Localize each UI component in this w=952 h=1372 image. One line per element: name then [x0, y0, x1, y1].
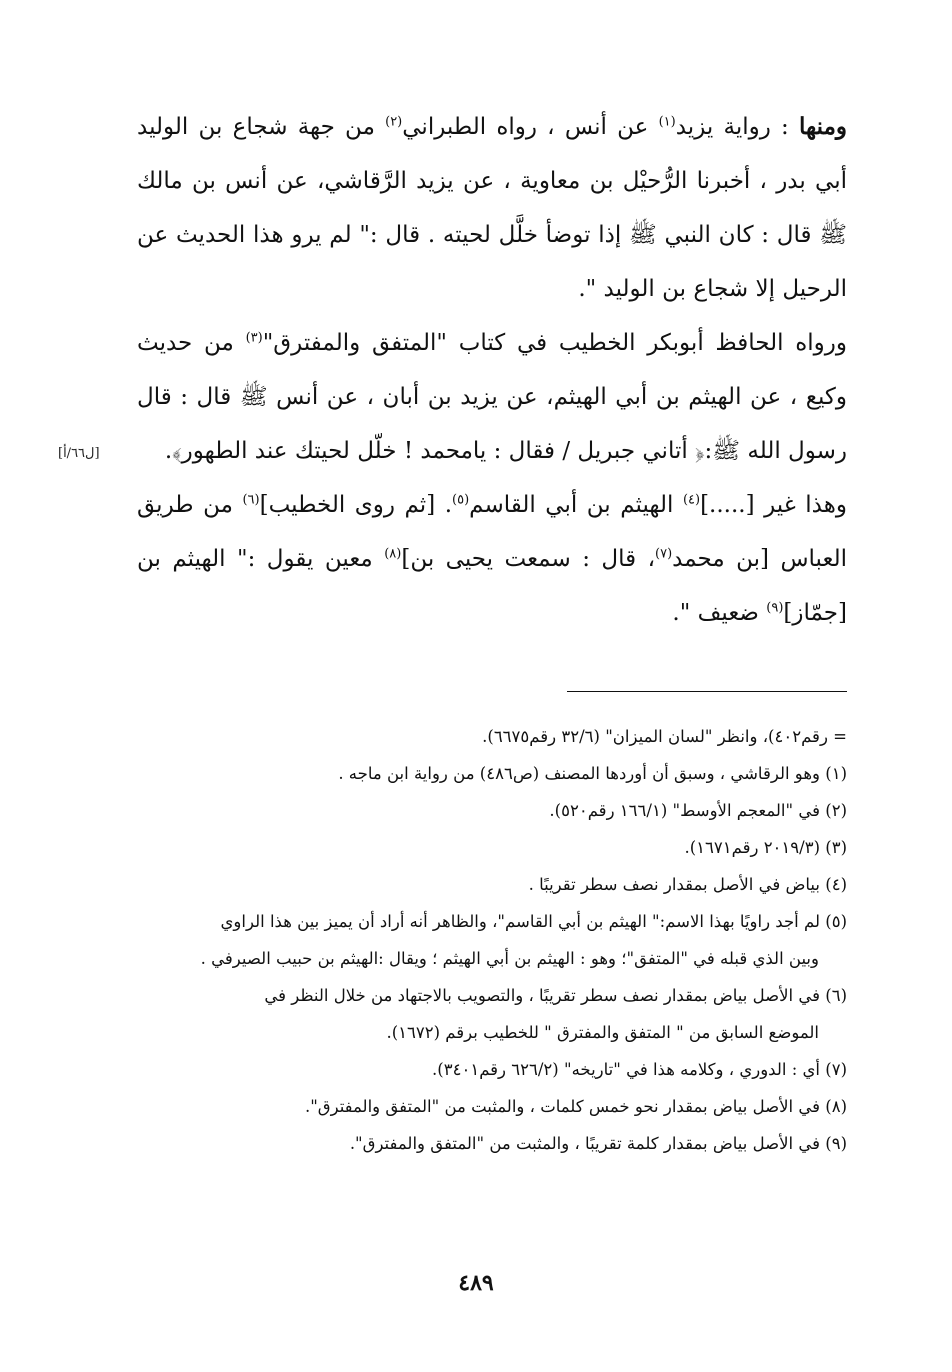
- footnote-divider: [567, 691, 847, 692]
- text-segment: وهذا غير [.....]: [700, 492, 847, 518]
- footnote-8: (٨) في الأصل بياض بمقدار نحو خمس كلمات ، والمثبت من "المتفق والمفترق".: [304, 1097, 847, 1116]
- footnote-3: (٣) (٢٠١٩/٣ رقم١٦٧١).: [684, 838, 847, 857]
- text-segment: ورواه الحافظ أبوبكر الخطيب في كتاب "المتفق والمفترق": [262, 330, 848, 356]
- footnote-ref-8: (٨): [384, 546, 402, 562]
- footnote-ref-6: (٦): [242, 492, 260, 508]
- text-segment: من جهة شجاع بن الوليد أبي بدر ، أخبرنا الرُّحيْل بن معاوية ، عن يزيد الرَّقاشي، عن أنس بن مالك ﷺ قال : كان النبي ﷺ إذا توضأ خلَّل لحيته . قال :" لم يرو هذا الحديث عن الرحيل إلا شجاع بن الوليد ".: [137, 114, 847, 302]
- footnote-1: (١) وهو الرقاشي ، وسبق أن أوردها المصنف (ص٤٨٦) من رواية ابن ماجه .: [338, 764, 847, 783]
- paragraph-lead: ومنها: [799, 113, 848, 140]
- footnote-5-continued: وبين الذي قبله في "المتفق"؛ وهو : الهيثم بن أبي الهيثم ؛ ويقال :الهيثم بن حبيب الصيرفي .: [200, 949, 819, 968]
- footnote-ref-2: (٢): [385, 114, 403, 130]
- text-segment: ، قال : سمعت يحيى بن]: [401, 546, 655, 572]
- footnote-7: (٧) أي : الدوري ، وكلامه هذا في "تاريخه" (٦٢٦/٢ رقم٣٤٠١).: [432, 1060, 847, 1079]
- main-text: [137, 100, 847, 640]
- text-segment: . [ثم روى الخطيب]: [259, 492, 453, 518]
- text-segment: معين يقول :" الهيثم بن [جمّاز]: [137, 546, 847, 626]
- footnotes: [135, 718, 847, 1162]
- footnote-continuation: = رقم٤٠٢)، وانظر "لسان الميزان" (٣٢/٦ رقم٦٦٧٥).: [482, 727, 847, 746]
- page-number: ٤٨٩: [458, 1270, 494, 1296]
- footnote-ref-1: (١): [658, 114, 676, 130]
- text-segment: الهيثم بن أبي القاسم: [469, 492, 683, 518]
- text-segment: من طريق العباس [بن محمد: [137, 492, 847, 572]
- text-segment: من حديث وكيع ، عن الهيثم بن أبي الهيثم، عن يزيد بن أبان ، عن أنس ﷺ قال : قال رسول الله ﷺ:﴿ أتاني جبريل / فقال : يامحمد ! خلّل لحيتك عند الطهور﴾.: [137, 330, 847, 464]
- footnote-5: (٥) لم أجد راويًا بهذا الاسم:" الهيثم بن أبي القاسم"، والظاهر أنه أراد أن يميز بين هذا الراوي: [220, 912, 847, 931]
- manuscript-folio-note: [ل٦٦/أ]: [58, 446, 100, 461]
- paragraph-2: [137, 316, 847, 640]
- text-segment: ضعيف ".: [672, 600, 767, 626]
- footnote-6: (٦) في الأصل بياض بمقدار نصف سطر تقريبًا ، والتصويب بالاجتهاد من خلال النظر في: [264, 986, 847, 1005]
- text-segment: : رواية يزيد: [675, 114, 800, 140]
- footnote-ref-4: (٤): [682, 492, 701, 508]
- footnote-ref-5: (٥): [452, 492, 470, 508]
- footnote-ref-9: (٩): [766, 600, 784, 616]
- text-segment: عن أنس ، رواه الطبراني: [402, 114, 659, 140]
- footnote-2: (٢) في "المعجم الأوسط" (١٦٦/١ رقم٥٢٠).: [549, 801, 847, 820]
- footnote-ref-3: (٣): [245, 330, 263, 346]
- footnote-9: (٩) في الأصل بياض بمقدار كلمة تقريبًا ، والمثبت من "المتفق والمفترق".: [349, 1134, 847, 1153]
- footnote-ref-7: (٧): [655, 546, 673, 562]
- paragraph-1: [137, 100, 847, 316]
- footnote-4: (٤) بياض في الأصل بمقدار نصف سطر تقريبًا .: [528, 875, 847, 894]
- footnote-6-continued: الموضع السابق من " المتفق والمفترق " للخطيب برقم (١٦٧٢).: [386, 1023, 819, 1042]
